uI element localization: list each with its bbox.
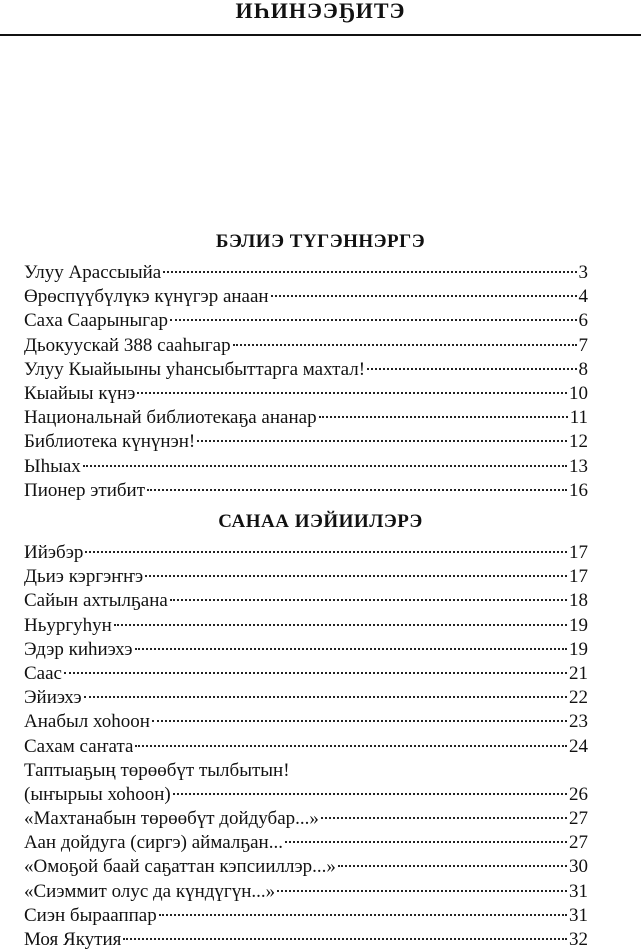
toc-entry-title: Аан дойдуга (сиргэ) аймалҕан... [24, 832, 283, 854]
toc-entry [24, 904, 588, 928]
toc-entry [24, 638, 588, 662]
toc-entry-page: 3 [578, 262, 588, 283]
toc-entry-page: 7 [578, 334, 588, 356]
toc-entry [24, 662, 588, 686]
toc-entry-title: Ньургуһун [24, 614, 112, 636]
toc-entry-page: 6 [578, 310, 588, 332]
toc-entry [24, 807, 588, 831]
dot-leader [319, 416, 568, 418]
toc-entry-title: Сайын ахтылҕана [24, 590, 168, 612]
dot-leader [85, 551, 567, 553]
dot-leader [159, 914, 567, 916]
dot-leader [277, 890, 567, 892]
toc-entry-page: 24 [569, 735, 588, 757]
toc-entry-title: «Махтанабын төрөөбүт дойдубар...» [24, 808, 319, 830]
toc-entry [24, 759, 588, 783]
toc-entry [24, 928, 588, 952]
toc-entry [24, 430, 588, 454]
toc-entry-title: Саас [24, 662, 62, 684]
section-title-1: БЭЛИЭ ТҮГЭННЭРГЭ [215, 231, 426, 252]
toc-entry-page: 17 [569, 542, 588, 563]
dot-leader [147, 489, 567, 491]
toc-entry-title: «Омоҕой баай саҕаттан кэпсииллэр...» [24, 856, 336, 878]
toc-entry-page: 23 [569, 711, 588, 733]
dot-leader [123, 938, 567, 940]
dot-leader [64, 672, 567, 674]
toc-entry-page: 31 [569, 880, 588, 902]
toc-entry [24, 261, 588, 285]
toc-entry-title: Дьиэ кэргэҥҥэ [24, 566, 144, 588]
dot-leader [173, 793, 567, 795]
toc-entry-title: Сиэн бырааппар [24, 904, 157, 926]
dot-leader [285, 841, 567, 843]
toc-entry [24, 382, 588, 406]
toc-entry [24, 334, 588, 358]
toc-entry-page: 27 [569, 832, 588, 854]
toc-entry-page: 16 [569, 479, 588, 501]
section-title-2: САНАА ИЭЙИИЛЭРЭ [218, 511, 423, 532]
dot-leader [338, 865, 567, 867]
toc-section-1 [24, 261, 588, 503]
toc-entry [24, 855, 588, 879]
toc-entry-title: Таптыаҕың төрөөбүт тылбытын! [24, 759, 290, 781]
toc-entry-title: Эйиэхэ [24, 687, 82, 709]
toc-entry-title: Ыһыах [24, 455, 81, 477]
dot-leader [135, 648, 568, 650]
page-title: ИҺИНЭЭҔИТЭ [235, 0, 406, 23]
dot-leader [137, 392, 567, 394]
dot-leader [170, 599, 567, 601]
toc-entry-page: 22 [569, 687, 588, 709]
dot-leader [135, 745, 567, 747]
toc-entry-page: 27 [569, 808, 588, 830]
toc-entry-page: 19 [569, 614, 588, 636]
toc-entry-page: 26 [569, 783, 588, 805]
dot-leader [83, 465, 567, 467]
page-header [0, 0, 641, 36]
toc-entry-page: 31 [569, 904, 588, 926]
toc-entry-title: Библиотека күнүнэн! [24, 431, 196, 453]
toc-entry [24, 541, 588, 565]
toc-entry-title: Дьокуускай 388 сааһыгар [24, 334, 231, 356]
toc-entry-page: 12 [569, 431, 588, 453]
toc-entry-title: Моя Якутия [24, 929, 122, 950]
toc-entry-page: 32 [569, 929, 588, 950]
toc-entry [24, 783, 588, 807]
toc-entry-title: Пионер этибит [24, 479, 146, 501]
toc-entry [24, 565, 588, 589]
toc-entry [24, 614, 588, 638]
toc-entry-title: (ыҥырыы хоһоон) [24, 783, 171, 805]
toc-entry-page: 4 [578, 286, 588, 308]
toc-entry-page: 19 [569, 638, 588, 660]
toc-entry-title: Национальнай библиотекаҕа ананар [24, 407, 317, 429]
toc-entry-page: 8 [578, 358, 588, 380]
dot-leader [152, 720, 567, 722]
dot-leader [84, 696, 567, 698]
toc-entry [24, 285, 588, 309]
toc-entry-title: Сахам саҥата [24, 735, 134, 757]
toc-entry-title: Эдэр киһиэхэ [24, 638, 133, 660]
toc-entry-title: Улуу Арассыыйа [24, 262, 162, 283]
toc-entry-page: 11 [569, 407, 588, 429]
dot-leader [233, 344, 577, 346]
toc-entry [24, 479, 588, 503]
dot-leader [367, 368, 576, 370]
toc-entry [24, 735, 588, 759]
toc-entry-page: 18 [569, 590, 588, 612]
toc-entry-title: Анабыл хоһоон [24, 711, 150, 733]
toc-entry-page: 10 [569, 382, 588, 404]
toc-section-2 [24, 541, 588, 952]
dot-leader [170, 319, 576, 321]
dot-leader [114, 624, 567, 626]
toc-entry-title: Ийэбэр [24, 542, 84, 563]
dot-leader [197, 440, 567, 442]
toc-entry [24, 406, 588, 430]
toc-entry [24, 589, 588, 613]
toc-entry-page: 17 [569, 566, 588, 588]
toc-entry [24, 455, 588, 479]
toc-entry [24, 309, 588, 333]
toc-entry-page: 21 [569, 662, 588, 684]
toc-entry [24, 686, 588, 710]
toc-entry-page: 30 [569, 856, 588, 878]
toc-entry-title: Улуу Кыайыыны уһансыбыттарга махтал! [24, 358, 366, 380]
dot-leader [321, 817, 567, 819]
toc-entry [24, 880, 588, 904]
toc-entry-title: Саха Саарыныгар [24, 310, 169, 332]
toc-entry-title: Кыайыы күнэ [24, 382, 136, 404]
toc-entry-page: 13 [569, 455, 588, 477]
dot-leader [163, 271, 576, 273]
dot-leader [271, 295, 577, 297]
toc-entry-title: Өрөспүүбүлүкэ күнүгэр анаан [24, 286, 269, 308]
toc-entry [24, 710, 588, 734]
toc-entry-title: «Сиэммит олус да күндүгүн...» [24, 880, 276, 902]
dot-leader [145, 575, 567, 577]
toc-entry [24, 831, 588, 855]
toc-entry [24, 358, 588, 382]
